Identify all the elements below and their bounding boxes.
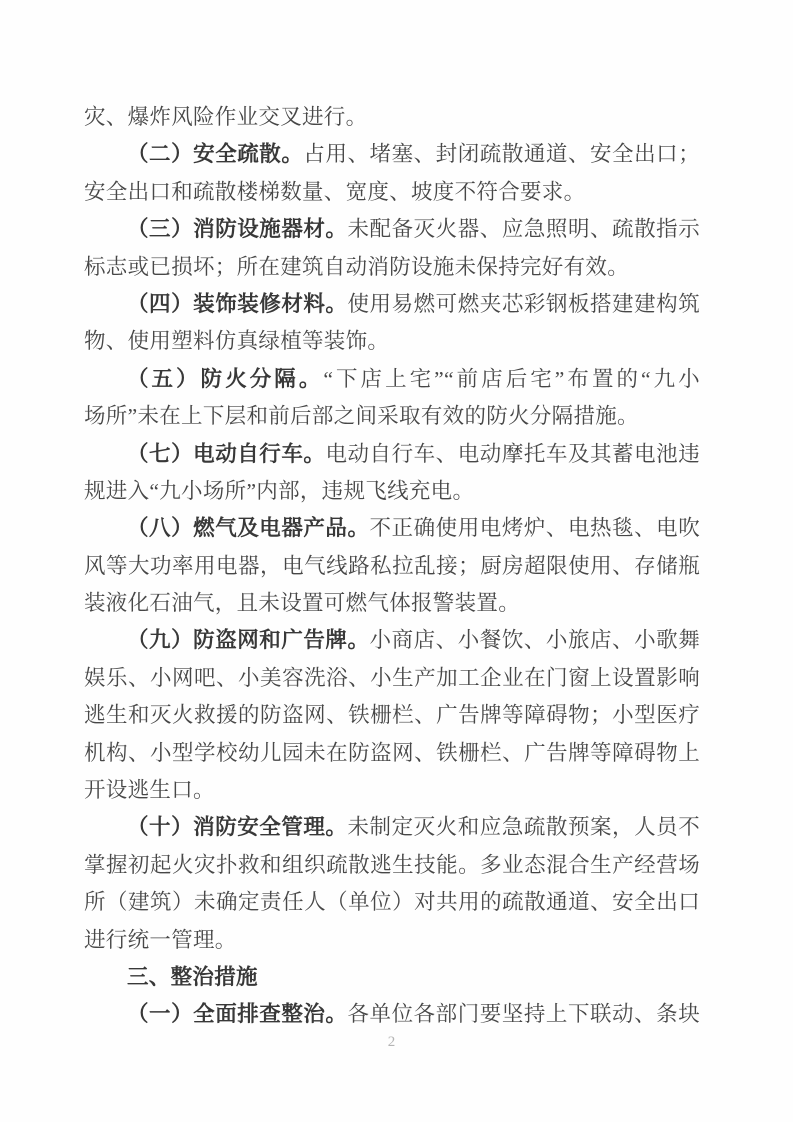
text-line: [84, 286, 700, 323]
paragraph-label: （七）电动自行车。: [127, 441, 326, 466]
paragraph-text: 风等大功率用电器，电气线路私拉乱接；厨房超限使用、存储瓶: [84, 553, 700, 578]
paragraph-text: 占用、堵塞、封闭疏散通道、安全出口；: [303, 142, 700, 167]
paragraph-text: 规进入“九小场所”内部，违规飞线充电。: [84, 478, 475, 503]
paragraph-text: 各单位各部门要坚持上下联动、条块: [347, 1002, 700, 1027]
paragraph-text: 小商店、小餐饮、小旅店、小歌舞: [369, 628, 700, 653]
text-line: [84, 922, 700, 959]
paragraph-label: （四）装饰装修材料。: [127, 291, 348, 316]
text-line: [84, 436, 700, 473]
paragraph-text: 逃生和灭火救援的防盗网、铁栅栏、广告牌等障碍物；小型医疗: [84, 703, 700, 728]
document-body: [84, 99, 700, 1034]
paragraph-label: （九）防盗网和广告牌。: [127, 628, 370, 653]
text-line: [84, 323, 700, 360]
paragraph-text: 未制定灭火和应急疏散预案，人员不: [347, 815, 700, 840]
paragraph-text: 电动自行车、电动摩托车及其蓄电池违: [325, 441, 700, 466]
paragraph-text: 机构、小型学校幼儿园未在防盗网、铁栅栏、广告牌等障碍物上: [84, 740, 700, 765]
paragraph-text: 装液化石油气，且未设置可燃气体报警装置。: [84, 591, 521, 616]
text-line: [84, 174, 700, 211]
section-heading: [84, 959, 700, 996]
text-line: [84, 735, 700, 772]
paragraph-text: 未配备灭火器、应急照明、疏散指示: [347, 217, 700, 242]
paragraph-text: 使用易燃可燃夹芯彩钢板搭建建构筑: [347, 291, 700, 316]
paragraph-text: 所（建筑）未确定责任人（单位）对共用的疏散通道、安全出口: [84, 890, 700, 915]
text-line: [84, 99, 700, 136]
text-line: [84, 996, 700, 1033]
paragraph-text: 安全出口和疏散楼梯数量、宽度、坡度不符合要求。: [84, 179, 586, 204]
text-line: [84, 585, 700, 622]
paragraph-label: （二）安全疏散。: [127, 142, 304, 167]
paragraph-text: 标志或已损坏；所在建筑自动消防设施未保持完好有效。: [84, 254, 630, 279]
text-line: [84, 211, 700, 248]
paragraph-text: 娱乐、小网吧、小美容洗浴、小生产加工企业在门窗上设置影响: [84, 665, 700, 690]
text-line: [84, 772, 700, 809]
text-line: [84, 622, 700, 659]
text-line: [84, 473, 700, 510]
paragraph-text: 物、使用塑料仿真绿植等装饰。: [84, 329, 390, 354]
paragraph-label: （五）防火分隔。: [127, 366, 324, 391]
paragraph-label: （三）消防设施器材。: [127, 217, 348, 242]
paragraph-label: 三、整治措施: [127, 964, 258, 989]
paragraph-text: 进行统一管理。: [84, 927, 237, 952]
paragraph-label: （一）全面排查整治。: [127, 1002, 348, 1027]
text-line: [84, 809, 700, 846]
text-line: [84, 249, 700, 286]
text-line: [84, 361, 700, 398]
text-line: [84, 697, 700, 734]
text-line: [84, 548, 700, 585]
paragraph-text: 场所”未在上下层和前后部之间采取有效的防火分隔措施。: [84, 404, 639, 429]
paragraph-text: 开设逃生口。: [84, 778, 215, 803]
paragraph-text: 掌握初起火灾扑救和组织疏散逃生技能。多业态混合生产经营场: [84, 852, 700, 877]
paragraph-label: （八）燃气及电器产品。: [127, 516, 370, 541]
page-number: 2: [387, 1034, 396, 1050]
text-line: [84, 847, 700, 884]
paragraph-label: （十）消防安全管理。: [127, 815, 348, 840]
paragraph-text: 不正确使用电烤炉、电热毯、电吹: [369, 516, 700, 541]
text-line: [84, 510, 700, 547]
text-line: [84, 398, 700, 435]
paragraph-text: 灾、爆炸风险作业交叉进行。: [84, 105, 368, 129]
text-line: [84, 660, 700, 697]
paragraph-text: “下店上宅”“前店后宅”布置的“九小: [323, 366, 700, 391]
text-line: [84, 136, 700, 173]
text-line: [84, 884, 700, 921]
